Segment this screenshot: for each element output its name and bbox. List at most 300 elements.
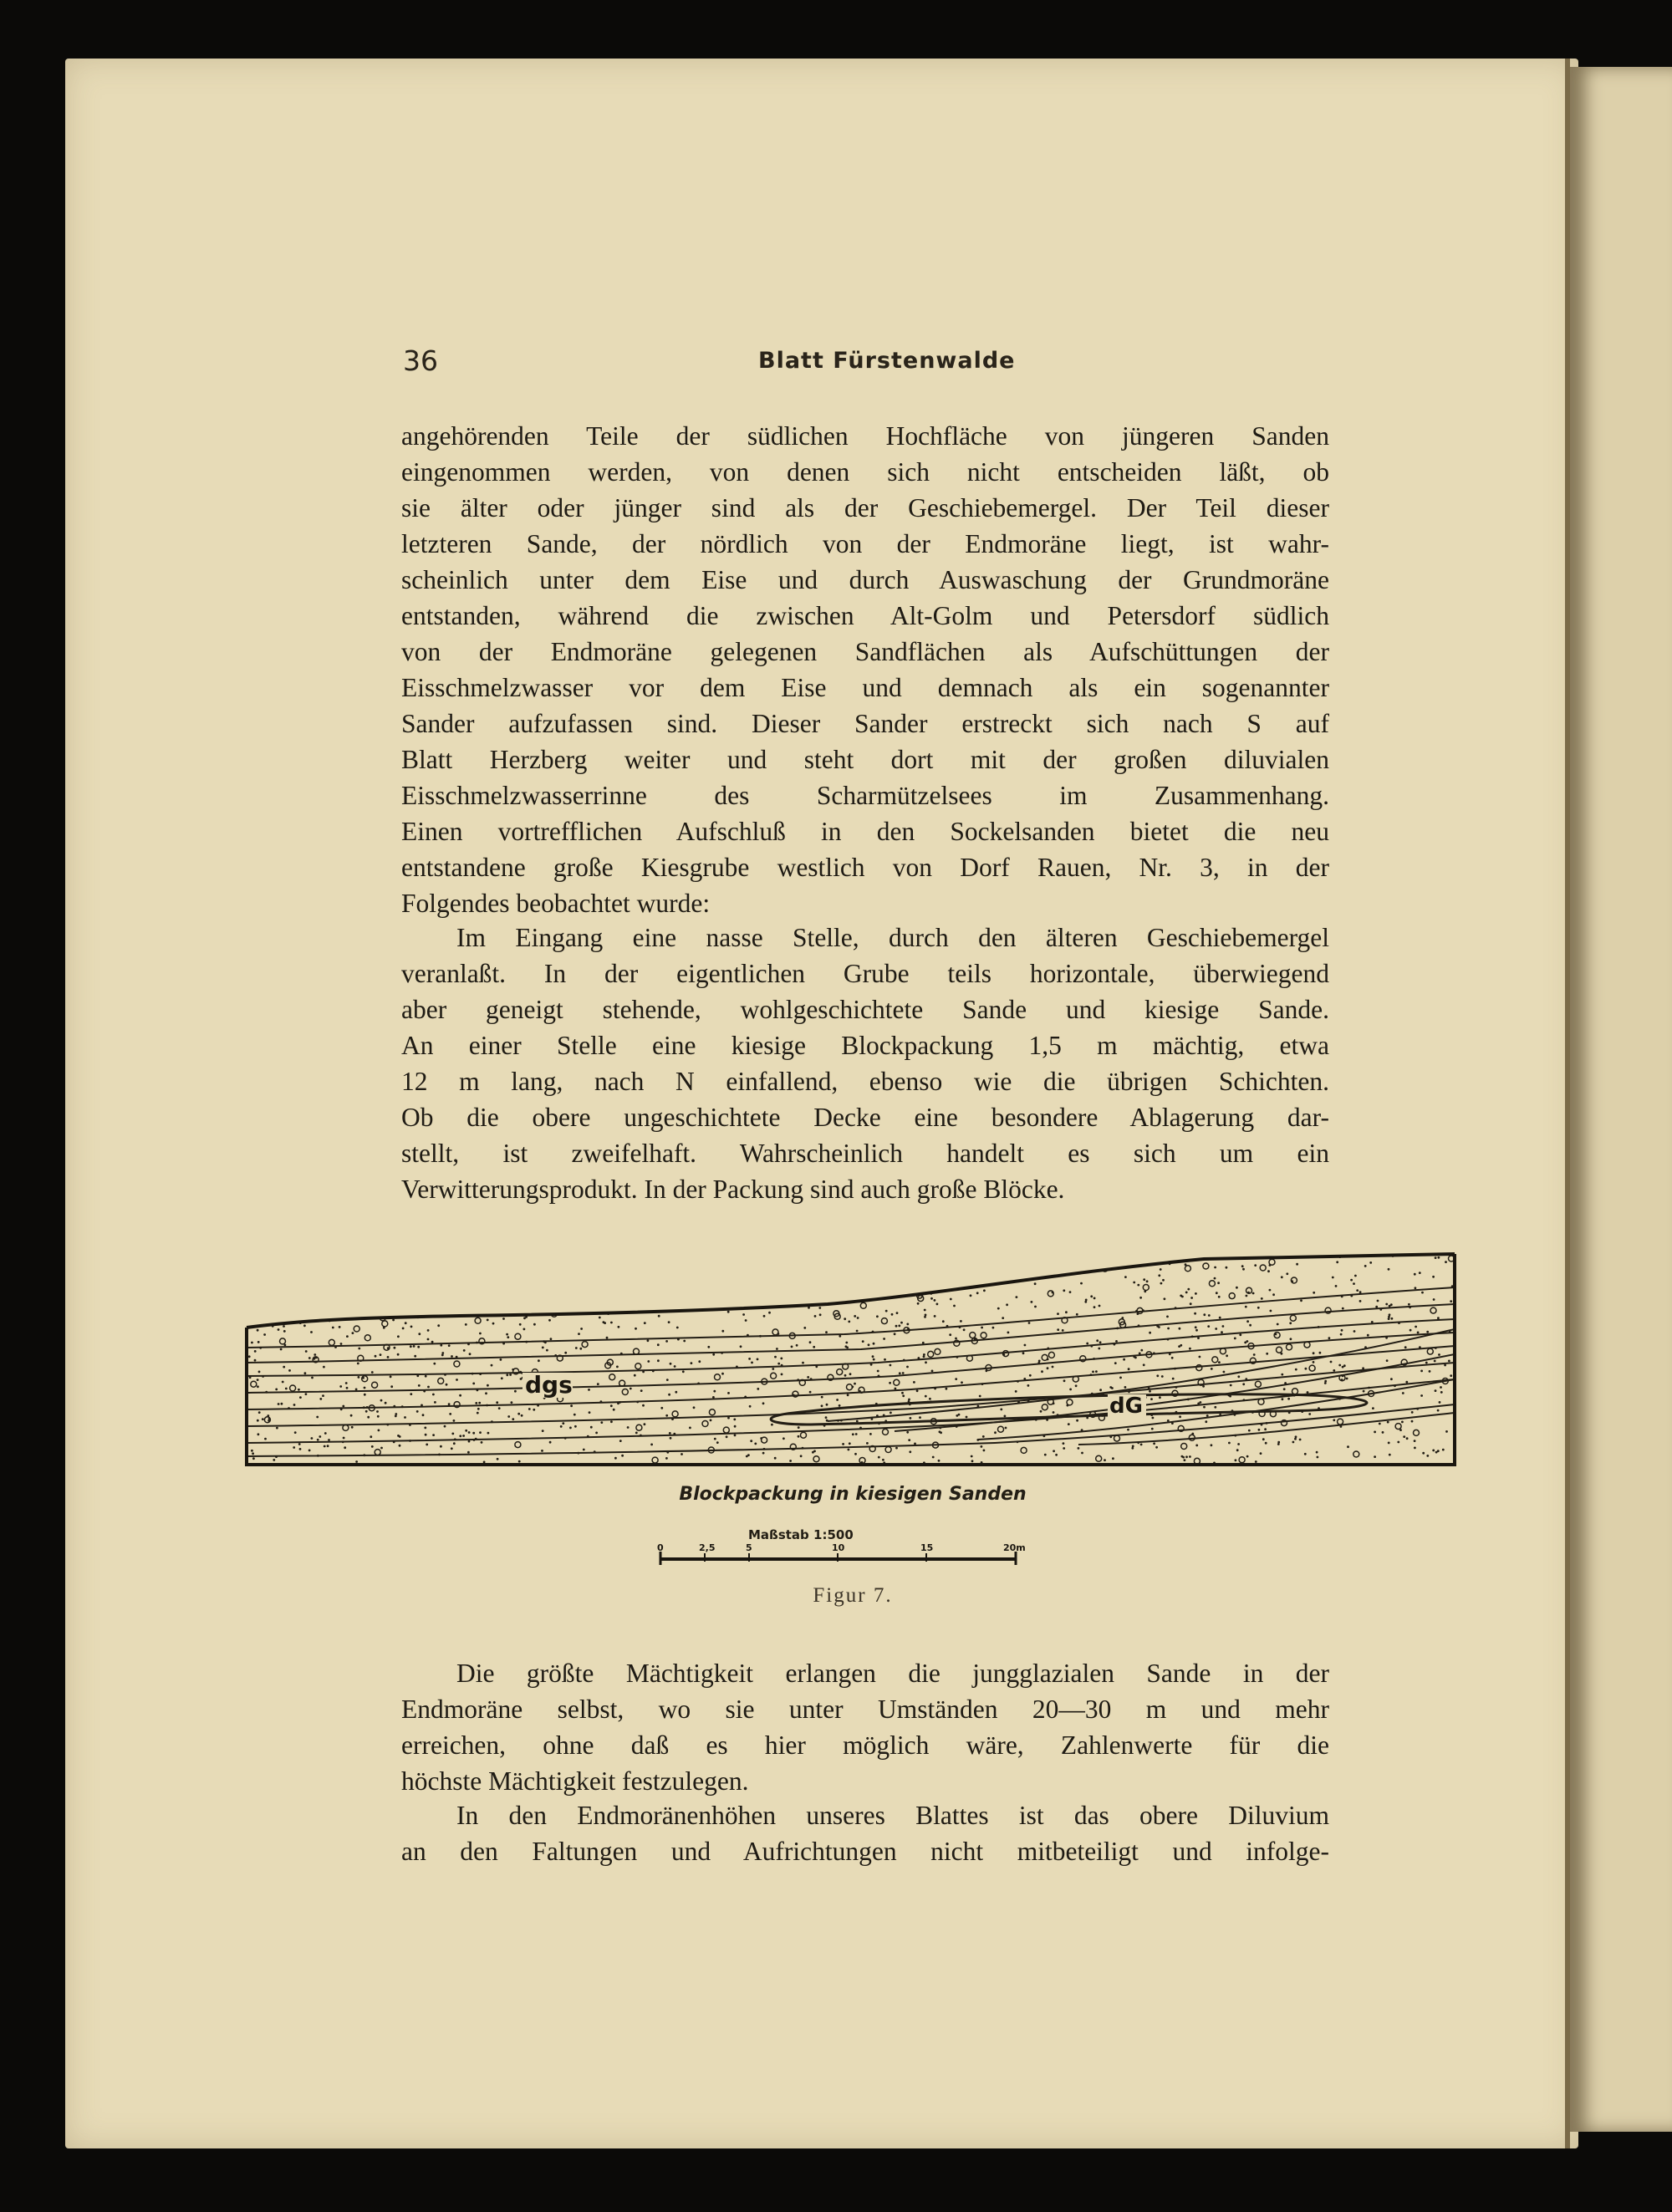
pebble-mark	[788, 1272, 794, 1277]
sand-dot	[1435, 1381, 1437, 1384]
sand-dot	[1053, 1450, 1055, 1452]
sand-dot	[791, 1346, 793, 1348]
pebble-mark	[475, 1318, 481, 1323]
sand-dot	[1290, 1338, 1292, 1340]
figure-caption: Blockpackung in kiesigen Sanden	[679, 1484, 1027, 1505]
sand-dot	[401, 1256, 404, 1259]
sand-dot	[252, 1452, 254, 1455]
sand-dot	[1261, 1297, 1263, 1300]
sand-dot	[726, 1435, 728, 1438]
text-line: sie älter oder jünger sind als der Geschiebemergel. Der Teil dieser	[401, 493, 1329, 522]
pebble-mark	[432, 1293, 438, 1299]
sand-dot	[665, 1265, 667, 1267]
sand-dot	[329, 1264, 332, 1267]
sand-dot	[762, 1402, 765, 1404]
sand-dot	[1168, 1256, 1170, 1258]
sand-dot	[409, 1257, 411, 1260]
sand-dot	[1445, 1430, 1448, 1433]
sand-dot	[487, 1319, 489, 1322]
sand-dot	[342, 1440, 344, 1443]
sand-dot	[1076, 1419, 1078, 1422]
sand-dot	[425, 1375, 427, 1378]
sand-dot	[734, 1425, 737, 1428]
sand-dot	[670, 1363, 672, 1365]
sand-dot	[630, 1282, 633, 1285]
sand-dot	[988, 1272, 991, 1275]
sand-dot	[465, 1323, 467, 1326]
sand-dot	[1246, 1295, 1248, 1297]
sand-dot	[272, 1289, 274, 1292]
label-dg: dG	[1109, 1394, 1143, 1419]
sand-dot	[1035, 1419, 1037, 1421]
sand-dot	[1085, 1299, 1088, 1302]
sand-dot	[404, 1416, 406, 1419]
sand-dot	[1095, 1370, 1098, 1373]
sand-dot	[1004, 1415, 1007, 1418]
sand-dot	[1076, 1313, 1078, 1316]
scale-tick-label: 2,5	[699, 1542, 716, 1553]
sand-dot	[647, 1339, 650, 1342]
sand-dot	[280, 1348, 283, 1351]
sand-dot	[919, 1270, 921, 1272]
sand-dot	[1354, 1275, 1357, 1277]
sand-dot	[1029, 1374, 1032, 1377]
sand-dot	[427, 1329, 430, 1332]
sand-dot	[1247, 1292, 1250, 1294]
sand-dot	[574, 1425, 577, 1428]
sand-dot	[1301, 1410, 1303, 1413]
sand-dot	[1411, 1411, 1414, 1414]
sand-dot	[334, 1301, 336, 1303]
sand-dot	[926, 1401, 929, 1404]
sand-dot	[727, 1392, 730, 1394]
sand-dot	[710, 1419, 712, 1422]
sand-dot	[405, 1322, 407, 1324]
sand-dot	[454, 1438, 456, 1440]
sand-dot	[882, 1459, 884, 1461]
pebble-mark	[1004, 1263, 1010, 1269]
sand-dot	[1063, 1379, 1066, 1382]
sand-dot	[1160, 1268, 1162, 1271]
sand-dot	[762, 1452, 765, 1455]
sand-dot	[1226, 1267, 1228, 1269]
sand-dot	[875, 1403, 878, 1405]
pebble-mark	[970, 1333, 976, 1338]
sand-dot	[495, 1283, 497, 1286]
pebble-mark	[837, 1369, 843, 1375]
sand-dot	[682, 1370, 685, 1373]
sand-dot	[563, 1274, 566, 1277]
pebble-mark	[428, 1264, 434, 1270]
sand-dot	[1017, 1401, 1020, 1404]
sand-dot	[1065, 1311, 1068, 1313]
text-line: Blatt Herzberg weiter und steht dort mit der großen diluvialen	[401, 745, 1329, 774]
sand-dot	[1175, 1386, 1178, 1389]
sand-dot	[305, 1393, 308, 1395]
sand-dot	[283, 1325, 285, 1328]
pebble-mark	[1196, 1365, 1202, 1371]
pebble-mark	[635, 1363, 641, 1369]
sand-dot	[575, 1347, 578, 1349]
sand-dot	[1258, 1429, 1261, 1431]
sand-dot	[871, 1418, 874, 1420]
sand-dot	[564, 1437, 567, 1440]
sand-dot	[1382, 1431, 1384, 1434]
sand-dot	[278, 1328, 280, 1331]
sand-dot	[324, 1432, 327, 1435]
sand-dot	[418, 1333, 421, 1335]
sand-dot	[883, 1338, 885, 1340]
sand-dot	[1161, 1375, 1164, 1378]
sand-dot	[405, 1287, 407, 1289]
sand-dot	[258, 1371, 261, 1374]
sand-dot	[1167, 1328, 1170, 1330]
sand-dot	[277, 1299, 279, 1302]
sand-dot	[1179, 1415, 1181, 1418]
sand-dot	[288, 1369, 291, 1372]
sand-dot	[328, 1439, 330, 1441]
sand-dot	[1037, 1362, 1040, 1364]
sand-dot	[542, 1347, 544, 1349]
sand-dot	[570, 1404, 573, 1407]
sand-dot	[386, 1424, 389, 1426]
sand-dot	[1435, 1347, 1437, 1349]
sand-dot	[694, 1278, 696, 1281]
sand-dot	[634, 1374, 636, 1377]
sand-dot	[563, 1258, 566, 1261]
sand-dot	[468, 1440, 471, 1443]
sand-dot	[293, 1446, 295, 1449]
sand-dot	[1127, 1429, 1129, 1431]
sand-dot	[821, 1396, 823, 1399]
sand-dot	[862, 1340, 864, 1343]
sand-dot	[772, 1368, 774, 1370]
sand-dot	[1185, 1292, 1188, 1294]
sand-dot	[919, 1416, 921, 1419]
sand-dot	[1027, 1384, 1030, 1387]
sand-dot	[955, 1378, 957, 1380]
sand-dot	[1408, 1303, 1410, 1306]
sand-dot	[855, 1433, 858, 1435]
sand-dot	[1124, 1276, 1127, 1278]
sand-dot	[1069, 1389, 1072, 1391]
sand-dot	[1252, 1292, 1255, 1295]
sand-dot	[613, 1409, 615, 1411]
sand-dot	[1090, 1345, 1093, 1348]
sand-dot	[977, 1405, 980, 1408]
sand-dot	[251, 1450, 253, 1452]
sand-dot	[594, 1450, 596, 1453]
sand-dot	[956, 1356, 959, 1358]
sand-dot	[258, 1411, 261, 1414]
sand-dot	[1295, 1368, 1297, 1371]
sand-dot	[976, 1439, 979, 1441]
sand-dot	[588, 1389, 590, 1391]
sand-dot	[1277, 1323, 1279, 1326]
sand-dot	[1308, 1413, 1311, 1415]
sand-dot	[1156, 1374, 1159, 1377]
sand-dot	[1236, 1449, 1239, 1451]
sand-dot	[1239, 1333, 1241, 1336]
pebble-mark	[1309, 1365, 1315, 1371]
sand-dot	[782, 1437, 785, 1440]
pebble-mark	[609, 1374, 615, 1380]
sand-dot	[642, 1404, 645, 1407]
pebble-mark	[715, 1374, 721, 1380]
sand-dot	[657, 1277, 660, 1279]
sand-dot	[691, 1261, 693, 1263]
sand-dot	[890, 1364, 892, 1367]
sand-dot	[971, 1255, 973, 1257]
sand-dot	[564, 1352, 567, 1354]
sand-dot	[597, 1277, 599, 1279]
sand-dot	[829, 1268, 832, 1271]
sand-dot	[257, 1341, 260, 1343]
sand-dot	[1167, 1419, 1170, 1422]
pebble-mark	[582, 1342, 588, 1348]
sand-dot	[899, 1372, 901, 1374]
sand-dot	[939, 1427, 941, 1430]
sand-dot	[810, 1378, 813, 1380]
pebble-mark	[1042, 1404, 1048, 1410]
sand-dot	[808, 1287, 811, 1289]
pebble-mark	[524, 1270, 530, 1276]
sand-dot	[1449, 1331, 1451, 1333]
pebble-mark	[343, 1425, 349, 1430]
sand-dot	[303, 1268, 306, 1271]
sand-dot	[278, 1286, 280, 1288]
sand-dot	[1000, 1409, 1002, 1411]
sand-dot	[1426, 1331, 1429, 1333]
sand-dot	[308, 1314, 311, 1317]
sand-dot	[1367, 1334, 1369, 1337]
sand-dot	[1039, 1266, 1042, 1268]
sand-dot	[1245, 1378, 1247, 1380]
scale-tick-label: 15	[920, 1542, 934, 1553]
sand-dot	[301, 1298, 303, 1301]
sand-dot	[942, 1320, 945, 1323]
sand-dot	[358, 1348, 360, 1350]
sand-dot	[513, 1279, 516, 1282]
sand-dot	[872, 1355, 874, 1358]
sand-dot	[854, 1315, 856, 1318]
text-line: entstanden, während die zwischen Alt-Golm und Petersdorf südlich	[401, 601, 1329, 630]
sand-dot	[1148, 1387, 1150, 1389]
sand-dot	[924, 1309, 926, 1312]
sand-dot	[371, 1371, 374, 1374]
sand-dot	[451, 1355, 453, 1358]
pebble-mark	[928, 1351, 934, 1357]
sand-dot	[1190, 1302, 1192, 1305]
sand-dot	[652, 1370, 655, 1373]
sand-dot	[589, 1411, 591, 1414]
sand-dot	[1417, 1332, 1420, 1334]
sand-dot	[506, 1374, 508, 1376]
pebble-mark	[461, 1253, 467, 1259]
sand-dot	[981, 1383, 984, 1385]
sand-dot	[614, 1261, 616, 1263]
scale-tick-label: 20m	[1003, 1542, 1026, 1553]
sand-dot	[471, 1267, 473, 1269]
sand-dot	[324, 1261, 326, 1263]
sand-dot	[1214, 1277, 1216, 1280]
sand-dot	[431, 1261, 433, 1264]
pebble-mark	[617, 1267, 623, 1272]
text-line: Einen vortrefflichen Aufschluß in den Sockelsanden bietet die neu	[401, 817, 1329, 846]
sand-dot	[869, 1433, 872, 1435]
sand-dot	[862, 1257, 864, 1260]
sand-dot	[488, 1293, 491, 1296]
sand-dot	[1099, 1389, 1102, 1391]
sand-dot	[1189, 1348, 1191, 1350]
pebble-mark	[636, 1425, 642, 1430]
sand-dot	[842, 1443, 844, 1445]
sand-dot	[681, 1453, 683, 1455]
sand-dot	[1226, 1354, 1228, 1357]
sand-dot	[1078, 1447, 1080, 1450]
sand-dot	[906, 1431, 909, 1434]
pebble-mark	[1395, 1424, 1401, 1430]
sand-dot	[554, 1354, 557, 1357]
pebble-mark	[1143, 1285, 1149, 1291]
sand-dot	[259, 1347, 262, 1349]
sand-dot	[892, 1284, 895, 1287]
sand-dot	[1420, 1394, 1423, 1397]
sand-dot	[414, 1355, 416, 1358]
sand-dot	[262, 1418, 264, 1420]
sand-dot	[252, 1302, 255, 1304]
sand-dot	[1333, 1419, 1335, 1421]
sand-dot	[1346, 1378, 1348, 1380]
sand-dot	[847, 1394, 849, 1396]
sand-dot	[1328, 1337, 1331, 1339]
sand-dot	[1388, 1316, 1390, 1318]
sand-dot	[687, 1288, 690, 1291]
sand-dot	[1244, 1342, 1246, 1344]
sand-dot	[626, 1287, 629, 1289]
sand-dot	[994, 1431, 997, 1434]
sand-dot	[374, 1258, 376, 1261]
sand-dot	[1368, 1387, 1370, 1389]
sand-dot	[324, 1267, 327, 1270]
sand-dot	[771, 1424, 773, 1426]
sand-dot	[892, 1281, 895, 1283]
sand-dot	[619, 1440, 622, 1442]
sand-dot	[395, 1413, 397, 1415]
sand-dot	[797, 1379, 799, 1381]
sand-dot	[1053, 1402, 1055, 1404]
sand-dot	[1080, 1282, 1083, 1285]
sand-dot	[339, 1385, 342, 1388]
sand-dot	[1021, 1277, 1023, 1279]
sand-dot	[745, 1299, 747, 1302]
sand-dot	[1184, 1459, 1186, 1461]
sand-dot	[809, 1341, 812, 1343]
sand-dot	[1152, 1417, 1155, 1419]
sand-dot	[1437, 1317, 1440, 1319]
sand-dot	[1283, 1388, 1286, 1390]
sand-dot	[1304, 1453, 1307, 1455]
sand-dot	[1191, 1433, 1194, 1435]
sand-dot	[573, 1293, 575, 1296]
sand-dot	[1099, 1341, 1102, 1343]
sand-dot	[1211, 1444, 1213, 1446]
sand-dot	[497, 1458, 499, 1460]
sand-dot	[450, 1312, 452, 1314]
sand-dot	[252, 1297, 254, 1299]
sand-dot	[491, 1364, 493, 1367]
sand-dot	[479, 1431, 482, 1434]
sand-dot	[1401, 1421, 1404, 1424]
sand-dot	[1324, 1382, 1327, 1384]
sand-dot	[671, 1418, 674, 1420]
sand-dot	[1281, 1276, 1283, 1278]
sand-dot	[252, 1268, 255, 1271]
sand-dot	[444, 1425, 446, 1428]
sand-dot	[989, 1259, 991, 1261]
pebble-mark	[1414, 1430, 1420, 1435]
sand-dot	[409, 1440, 411, 1442]
sand-dot	[1260, 1452, 1262, 1455]
sand-dot	[1375, 1306, 1378, 1308]
sand-dot	[859, 1427, 862, 1430]
sand-dot	[838, 1285, 840, 1287]
pebble-mark	[1185, 1266, 1190, 1272]
sand-dot	[439, 1258, 441, 1261]
sand-dot	[957, 1269, 960, 1272]
text-line: Ob die obere ungeschichtete Decke eine besondere Ablagerung dar-	[401, 1103, 1329, 1132]
sand-dot	[339, 1277, 342, 1280]
sand-dot	[673, 1433, 675, 1435]
sand-dot	[610, 1404, 613, 1407]
sand-dot	[1266, 1422, 1268, 1425]
sand-dot	[635, 1432, 638, 1435]
sand-dot	[959, 1326, 961, 1328]
pebble-mark	[375, 1450, 380, 1455]
sand-dot	[878, 1375, 880, 1378]
sand-dot	[1319, 1352, 1322, 1354]
sand-dot	[1205, 1420, 1207, 1423]
paragraph-2	[401, 920, 1329, 1207]
sand-dot	[734, 1435, 737, 1437]
sand-dot	[1389, 1454, 1391, 1456]
sand-dot	[825, 1416, 828, 1419]
sand-dot	[363, 1406, 365, 1409]
sand-dot	[747, 1334, 749, 1337]
sand-dot	[993, 1264, 996, 1267]
sand-dot	[1305, 1368, 1308, 1370]
sand-dot	[334, 1346, 337, 1348]
sand-dot	[1047, 1358, 1049, 1361]
sand-dot	[870, 1363, 873, 1366]
sand-dot	[1444, 1364, 1446, 1367]
sand-dot	[523, 1317, 526, 1319]
sand-dot	[319, 1435, 321, 1438]
sand-dot	[590, 1426, 593, 1429]
pebble-mark	[793, 1295, 799, 1301]
sand-dot	[410, 1326, 413, 1328]
sand-dot	[1017, 1380, 1019, 1383]
sand-dot	[550, 1338, 553, 1340]
sand-dot	[1340, 1425, 1343, 1428]
sand-dot	[293, 1404, 296, 1406]
sand-dot	[902, 1372, 905, 1374]
sand-dot	[909, 1450, 911, 1453]
sand-dot	[305, 1310, 308, 1312]
sand-dot	[1023, 1378, 1026, 1380]
pebble-mark	[591, 1287, 597, 1292]
sand-dot	[1075, 1384, 1078, 1387]
